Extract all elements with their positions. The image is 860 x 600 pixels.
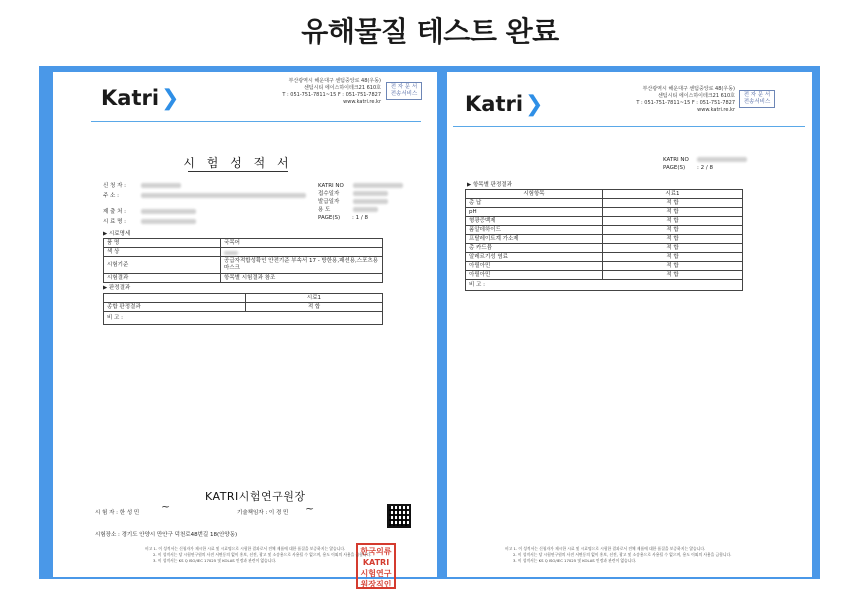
table-row: 시험결과 항목별 시험결과 참조 [104, 274, 383, 283]
item-judgment-table [465, 189, 743, 291]
table-row: 아릴아민 적 합 [466, 262, 743, 271]
e-document-stamp: 전 자 문 서 전송서비스 [739, 90, 775, 108]
table-row: 품 명 국목어 [104, 239, 383, 248]
table-row: 아릴아민 적 합 [466, 271, 743, 280]
judgment-table [103, 293, 383, 325]
table-row: 총 카드뮴 적 합 [466, 244, 743, 253]
katri-logo [101, 86, 179, 111]
redacted-purpose [353, 207, 378, 212]
chevron-right-icon: ❯ [161, 86, 180, 111]
title-underline [188, 171, 288, 172]
signatory-name: KATRI시험연구원장 [205, 490, 306, 503]
table-row: 시험항목 시료1 [466, 190, 743, 199]
redacted-katri-no [697, 157, 747, 162]
chevron-right-icon: ❯ [525, 92, 544, 117]
test-location: 시험장소 : 경기도 안양시 만안구 덕천로48번길 18(안양동) [95, 532, 238, 538]
page-count: : 1 / 8 [352, 215, 368, 221]
e-document-stamp: 전 자 문 서 전송서비스 [386, 82, 422, 100]
section-judgment: ▶ 판정결과 [103, 285, 131, 291]
table-row: 비 고 : [104, 312, 383, 325]
table-row: 총 납 적 합 [466, 199, 743, 208]
table-row: 종합 판정결과 적 합 [104, 303, 383, 312]
table-row: 폼알데하이드 적 합 [466, 226, 743, 235]
footnotes: 비고 1. 이 성적서는 신청자가 제시한 시료 및 시료명으로 시험한 결과로서 전체 제품에 대한 품질을 보증하지는 않습니다. 2. 이 성적서는 당 시험연구원의 사전 서면동의 없이 홍보, 선전, 광고 및 소송용으로 사용될 수 없으며, 용도 이외의 사용을 금합니다. 3. 이 성적서는 KS Q ISO/IEC 17025 및 KOLAS 인정과 관련이 없습니다. [505, 546, 732, 563]
report-meta: KATRI NO PAGE(S) [663, 157, 689, 171]
sample-spec-table [103, 238, 383, 283]
table-row: 프탈레이트계 가소제 적 합 [466, 235, 743, 244]
technical-manager-name: 기술책임자 : 이 경 민 [237, 510, 289, 516]
report-page-1 [53, 72, 437, 589]
table-row: 시료1 [104, 294, 383, 303]
table-row: 비 고 : [466, 280, 743, 291]
page-count: : 2 / 8 [697, 165, 713, 171]
report-page-2 [447, 72, 812, 577]
redacted-applicant [141, 183, 181, 188]
report-meta: KATRI NO 접수일자 발급일자 용 도 PAGE(S) [318, 183, 344, 221]
table-row: 형광증백제 적 합 [466, 217, 743, 226]
official-seal: 한국의류 KATRI 시험연구 원장직인 [356, 543, 396, 589]
header-address: 부산광역시 해운대구 센텀중앙로 48(우동) 센텀시티 에이스하이테크21 610호 T : 051-751-7811~15 F : 051-751-7827 www.katri.re.kr [636, 86, 735, 113]
redacted-color [224, 251, 238, 255]
redacted-sample-name [141, 219, 196, 224]
manager-signature: ~ [305, 502, 315, 515]
report-title: 시 험 성 적 서 [183, 156, 293, 170]
table-row: pH 적 합 [466, 208, 743, 217]
page-heading: 유해물질 테스트 완료 [301, 15, 559, 48]
header-address: 부산광역시 해운대구 센텀중앙로 48(우동) 센텀시티 에이스하이테크21 610호 T : 051-751-7811~15 F : 051-751-7827 www.katri.re.kr [282, 78, 381, 105]
katri-logo [465, 92, 543, 117]
redacted-address [141, 193, 306, 198]
header-divider [91, 121, 421, 122]
table-row: 알레르기성 염료 적 합 [466, 253, 743, 262]
redacted-issue-date [353, 199, 388, 204]
qr-code-icon [387, 504, 411, 528]
header-divider [453, 126, 805, 127]
logo-text: Katri [465, 92, 524, 116]
applicant-info: 신 청 자 : 주 소 : 제 출 처 : 시 료 명 : [103, 183, 127, 225]
section-item-judgment: ▶ 항목별 판정결과 [467, 182, 512, 188]
tester-name: 시 험 자 : 한 성 민 [95, 510, 140, 516]
table-row: 시험기준 공급자적합성확인 안전기준 부속서 17 - 방한용,패션용,스포츠용 마스크 [104, 257, 383, 274]
table-row: 색 상 [104, 248, 383, 257]
redacted-recipient [141, 209, 196, 214]
section-sample-spec: ▶ 시료명세 [103, 231, 131, 237]
logo-text: Katri [101, 86, 160, 110]
footnotes: 비고 1. 이 성적서는 신청자가 제시한 시료 및 시료명으로 시험한 결과로서 전체 제품에 대한 품질을 보증하지는 않습니다. 2. 이 성적서는 당 시험연구원의 사전 서면동의 없이 홍보, 선전, 광고 및 소송용으로 사용될 수 없으며, 용도 이외의 사용을 금합니다. 3. 이 성적서는 KS Q ISO/IEC 17025 및 KOLAS 인정과 관련이 없습니다. [145, 546, 372, 563]
tester-signature: ~ [161, 500, 171, 513]
redacted-katri-no [353, 183, 403, 188]
redacted-received-date [353, 191, 388, 196]
